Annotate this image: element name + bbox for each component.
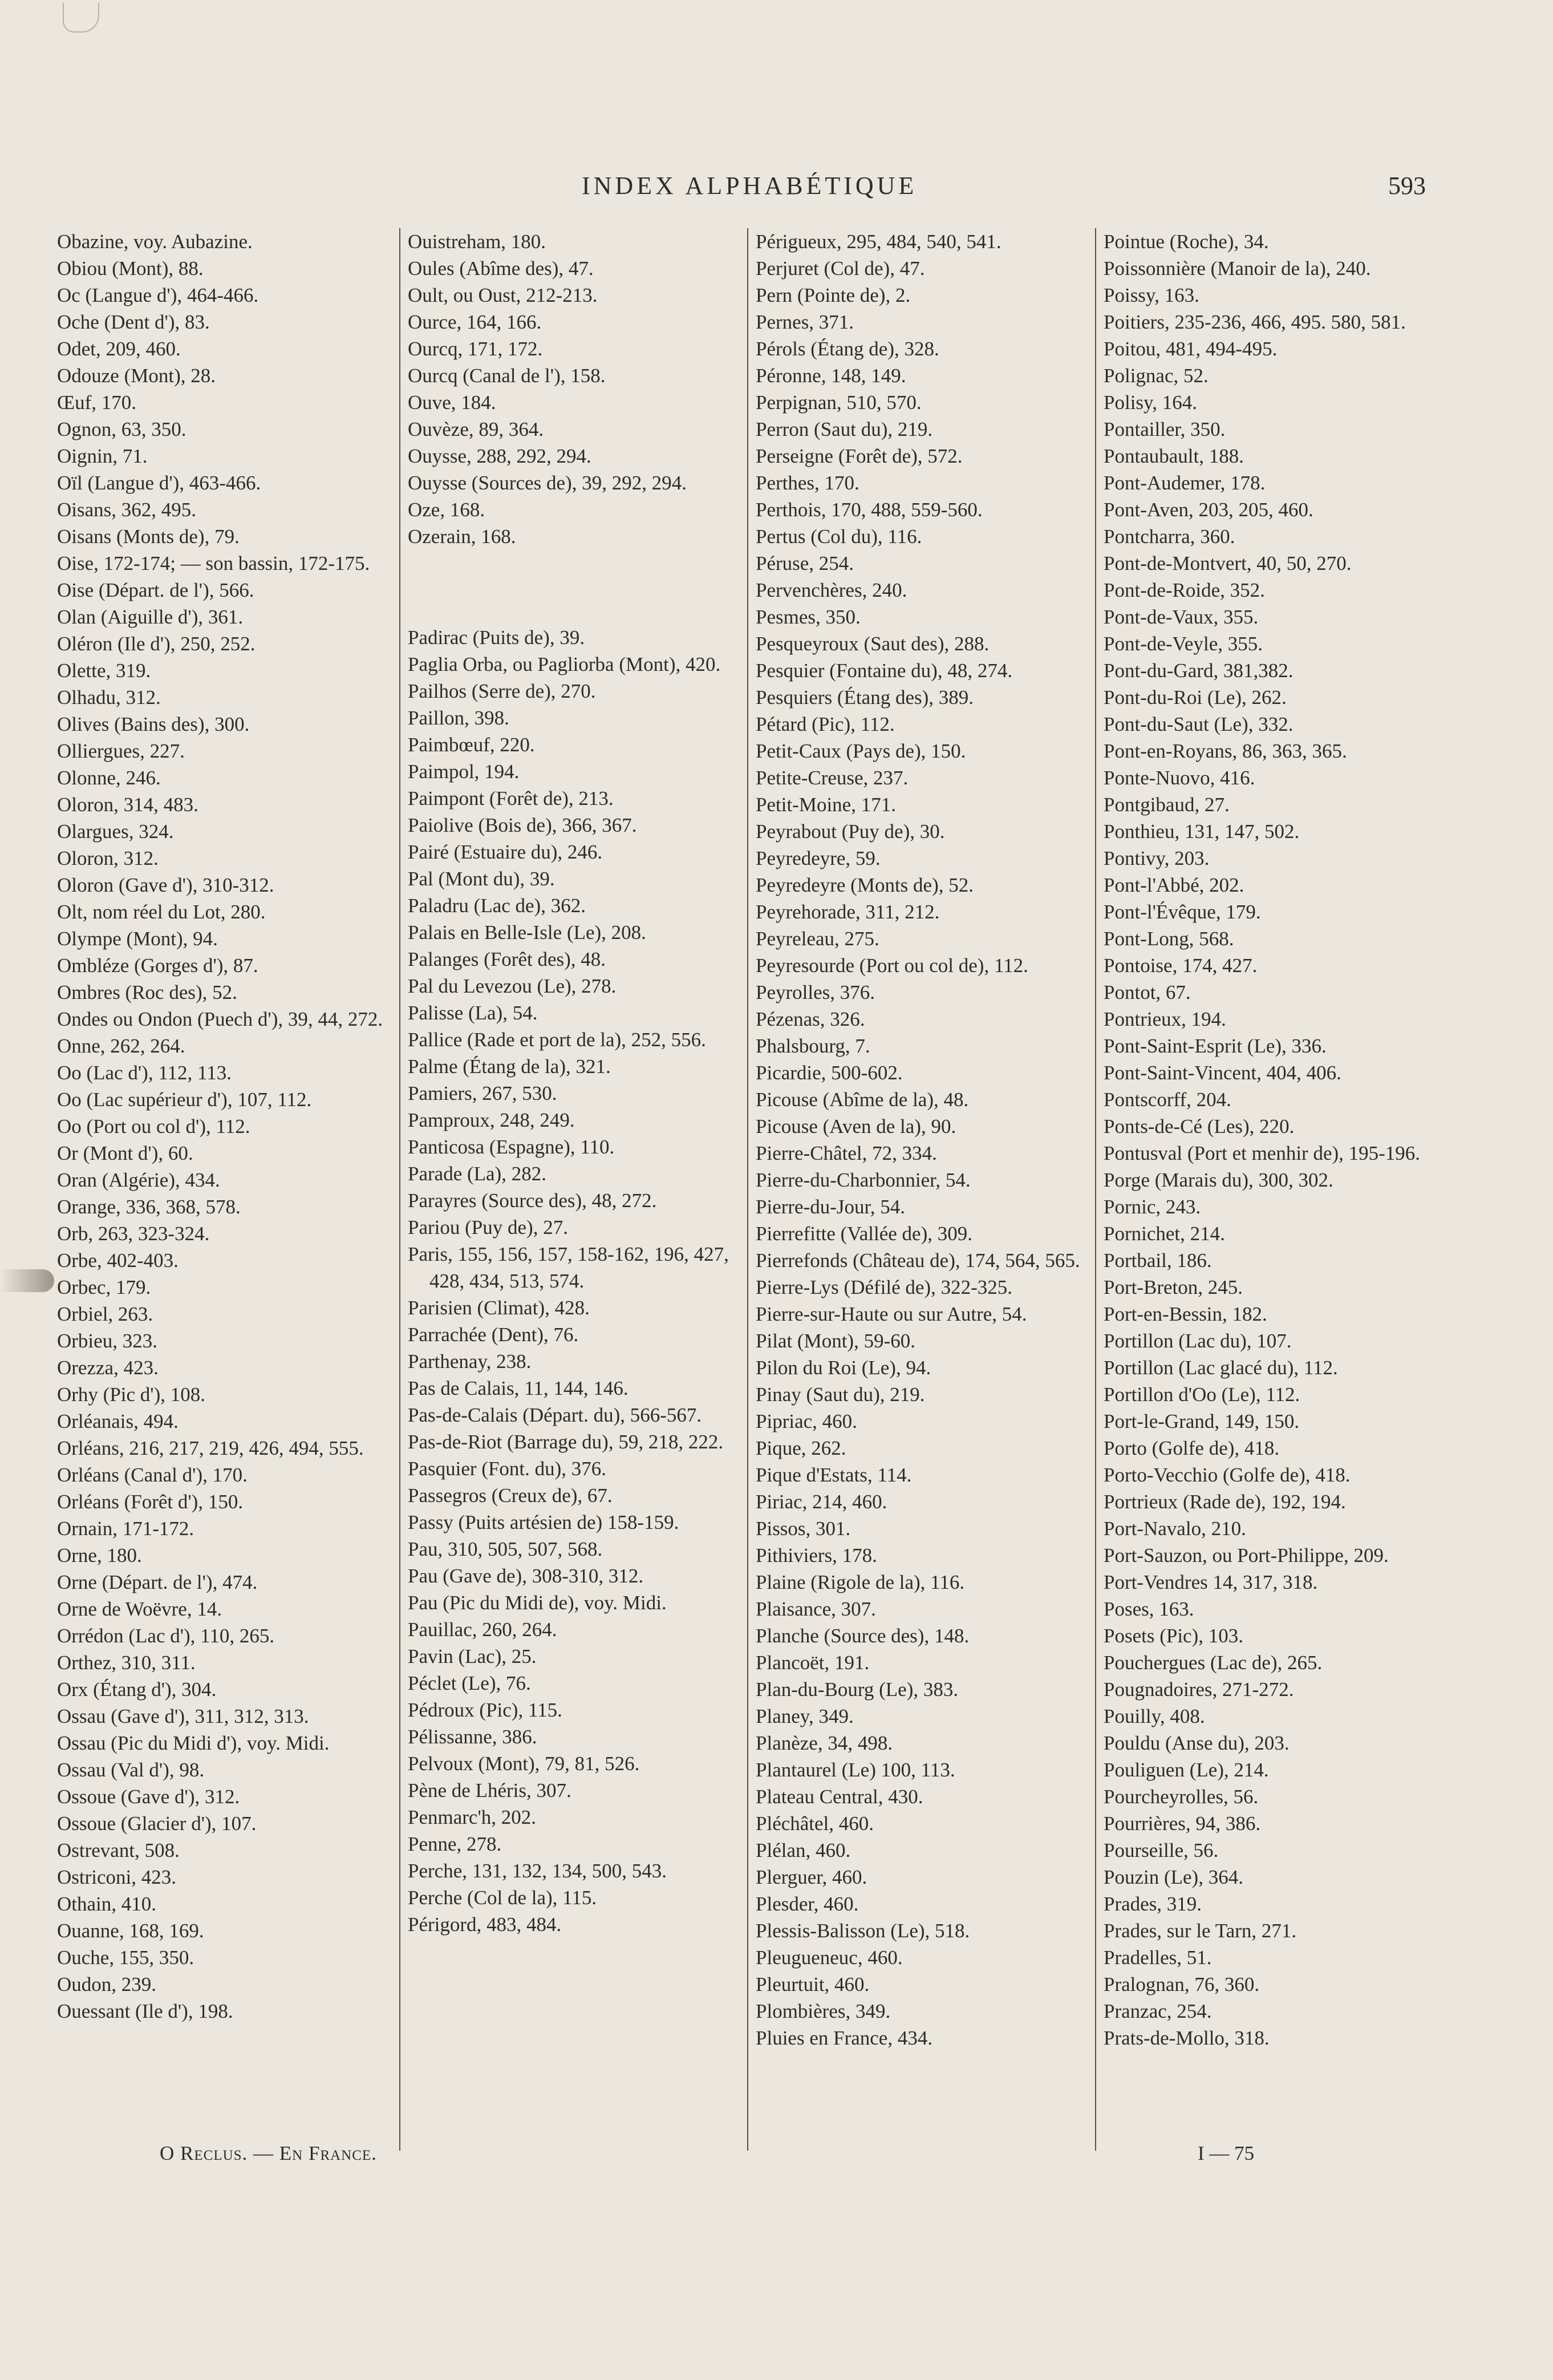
index-entry: Perche, 131, 132, 134, 500, 543. [408, 1860, 667, 1882]
index-entry: Pléchâtel, 460. [756, 1812, 874, 1835]
index-entry: Pont-Long, 568. [1104, 928, 1234, 950]
index-entry: Pont-du-Gard, 381,382. [1104, 659, 1294, 682]
index-entry: Pont-de-Vaux, 355. [1104, 606, 1259, 628]
index-entry: Ossoue (Glacier d'), 107. [57, 1812, 257, 1835]
index-entry: Plan-du-Bourg (Le), 383. [756, 1678, 959, 1701]
index-entry: Plessis-Balisson (Le), 518. [756, 1920, 970, 1942]
index-entry: Pouzin (Le), 364. [1104, 1866, 1243, 1888]
index-entry: Pilat (Mont), 59-60. [756, 1330, 915, 1352]
index-entry: Plesder, 460. [756, 1893, 859, 1915]
index-entry: Oléron (Ile d'), 250, 252. [57, 633, 256, 655]
index-entry: Pézenas, 326. [756, 1008, 865, 1030]
page-number: 593 [1388, 172, 1426, 200]
index-entry: Paimpont (Forêt de), 213. [408, 787, 614, 809]
signature-mark: I — 75 [1198, 2142, 1255, 2164]
running-title: INDEX ALPHABÉTIQUE [582, 172, 918, 200]
index-entry: Oo (Lac d'), 112, 113. [57, 1062, 232, 1084]
index-entry: Oo (Port ou col d'), 112. [57, 1115, 250, 1138]
index-entry: Pont-de-Montvert, 40, 50, 270. [1104, 552, 1352, 574]
footer-credit: O Reclus. — En France. [160, 2142, 377, 2164]
index-entry: Ornain, 171-172. [57, 1517, 194, 1540]
page-header [57, 171, 1426, 205]
index-entry: Pontrieux, 194. [1104, 1008, 1226, 1030]
index-entry: Pradelles, 51. [1104, 1946, 1212, 1969]
page-corner-stain [63, 3, 99, 33]
index-entry: Picouse (Aven de la), 90. [756, 1115, 956, 1138]
index-entry: Parrachée (Dent), 76. [408, 1323, 579, 1346]
index-entry: Pédroux (Pic), 115. [408, 1699, 562, 1721]
index-entry: Ouche, 155, 350. [57, 1946, 194, 1969]
index-entry: Pierrefonds (Château de), 174, 564, 565. [756, 1249, 1080, 1272]
index-entry: Pas-de-Riot (Barrage du), 59, 218, 222. [408, 1431, 724, 1453]
index-entry: Palisse (La), 54. [408, 1002, 538, 1024]
index-entry: Pont-du-Roi (Le), 262. [1104, 686, 1287, 709]
index-entry: Peyreleau, 275. [756, 928, 879, 950]
index-entry: Pontcharra, 360. [1104, 525, 1235, 548]
index-entry: Pont-en-Royans, 86, 363, 365. [1104, 740, 1347, 762]
index-entry: Ouistreham, 180. [408, 230, 546, 253]
index-entry: Plaine (Rigole de la), 116. [756, 1571, 965, 1593]
index-entry: Pontot, 67. [1104, 981, 1191, 1003]
index-entry: Portillon d'Oo (Le), 112. [1104, 1383, 1300, 1406]
index-entry: Poitiers, 235-236, 466, 495. 580, 581. [1104, 311, 1406, 333]
index-entry: Orezza, 423. [57, 1357, 159, 1379]
index-entry: Passegros (Creux de), 67. [408, 1484, 613, 1507]
index-entry: Pervenchères, 240. [756, 579, 907, 601]
index-entry: Oudon, 239. [57, 1973, 157, 1996]
index-entry: Pontivy, 203. [1104, 847, 1210, 869]
index-entry: Pont-l'Abbé, 202. [1104, 874, 1244, 896]
index-entry: Polisy, 164. [1104, 391, 1198, 414]
column-divider [399, 228, 400, 2151]
page-footer [57, 2142, 1437, 2176]
index-entry: Pal du Levezou (Le), 278. [408, 975, 617, 997]
index-entry: Ombres (Roc des), 52. [57, 981, 237, 1003]
index-entry: Pernes, 371. [756, 311, 854, 333]
index-entry: Périgord, 483, 484. [408, 1913, 562, 1936]
index-columns [57, 228, 1437, 2151]
index-entry: Ognon, 63, 350. [57, 418, 186, 440]
index-entry: Oult, ou Oust, 212-213. [408, 284, 598, 306]
index-entry: Œuf, 170. [57, 391, 137, 414]
index-entry: Prats-de-Mollo, 318. [1104, 2027, 1270, 2049]
index-entry: Ouvèze, 89, 364. [408, 418, 544, 440]
index-entry: Pilon du Roi (Le), 94. [756, 1357, 931, 1379]
index-entry: Parade (La), 282. [408, 1163, 546, 1185]
index-entry: Pesqueyroux (Saut des), 288. [756, 633, 990, 655]
index-entry: Plantaurel (Le) 100, 113. [756, 1759, 955, 1781]
index-entry: Pallice (Rade et port de la), 252, 556. [408, 1029, 706, 1051]
index-entry: Or (Mont d'), 60. [57, 1142, 193, 1164]
index-entry: Ouessant (Ile d'), 198. [57, 2000, 233, 2022]
index-entry: Pinay (Saut du), 219. [756, 1383, 925, 1406]
index-entry: Oloron, 312. [57, 847, 159, 869]
index-entry: Obiou (Mont), 88. [57, 257, 204, 280]
index-entry: Perthes, 170. [756, 472, 859, 494]
index-entry: Passy (Puits artésien de) 158-159. [408, 1511, 679, 1533]
index-entry: Pranzac, 254. [1104, 2000, 1212, 2022]
index-entry: Olonne, 246. [57, 767, 161, 789]
index-entry: Orne (Départ. de l'), 474. [57, 1571, 258, 1593]
index-entry: Pal (Mont du), 39. [408, 868, 555, 890]
index-entry: Pornic, 243. [1104, 1196, 1201, 1218]
index-entry: Olt, nom réel du Lot, 280. [57, 901, 266, 923]
index-entry: Perseigne (Forêt de), 572. [756, 445, 963, 467]
index-entry: Pont-Saint-Esprit (Le), 336. [1104, 1035, 1327, 1057]
index-entry: Pouldu (Anse du), 203. [1104, 1732, 1290, 1754]
index-entry: Pont-l'Évêque, 179. [1104, 901, 1261, 923]
index-entry: Olargues, 324. [57, 820, 174, 843]
index-entry: Pontscorff, 204. [1104, 1088, 1231, 1111]
index-entry: Pontailler, 350. [1104, 418, 1226, 440]
index-entry: Oise, 172-174; — son bassin, 172-175. [57, 552, 370, 574]
index-entry: Pelvoux (Mont), 79, 81, 526. [408, 1752, 640, 1775]
index-entry: Penne, 278. [408, 1833, 502, 1855]
index-entry: Pailhos (Serre de), 270. [408, 680, 596, 702]
index-entry: Pontoise, 174, 427. [1104, 954, 1258, 977]
index-entry: Petit-Moine, 171. [756, 794, 896, 816]
index-entry: Pas de Calais, 11, 144, 146. [408, 1377, 629, 1399]
index-entry: Port-en-Bessin, 182. [1104, 1303, 1267, 1325]
index-entry: Pertus (Col du), 116. [756, 525, 922, 548]
index-entry: Petit-Caux (Pays de), 150. [756, 740, 966, 762]
index-entry: Portrieux (Rade de), 192, 194. [1104, 1491, 1346, 1513]
index-entry: Orb, 263, 323-324. [57, 1223, 210, 1245]
index-entry: Oules (Abîme des), 47. [408, 257, 594, 280]
index-entry: Oran (Algérie), 434. [57, 1169, 220, 1191]
index-entry: Parisien (Climat), 428. [408, 1297, 590, 1319]
index-entry: Pène de Lhéris, 307. [408, 1779, 571, 1802]
index-entry: Pourseille, 56. [1104, 1839, 1219, 1861]
index-entry: Petite-Creuse, 237. [756, 767, 909, 789]
index-entry: Poissy, 163. [1104, 284, 1199, 306]
index-entry: Oisans (Monts de), 79. [57, 525, 240, 548]
index-entry: Penmarc'h, 202. [408, 1806, 537, 1828]
index-entry: Olette, 319. [57, 659, 151, 682]
index-entry: Orbec, 179. [57, 1276, 151, 1298]
index-entry: Poses, 163. [1104, 1598, 1194, 1620]
index-entry: Plélan, 460. [756, 1839, 851, 1861]
index-entry: Perron (Saut du), 219. [756, 418, 933, 440]
index-entry: Péronne, 148, 149. [756, 365, 906, 387]
column-divider [1095, 228, 1096, 2151]
index-entry: Oche (Dent d'), 83. [57, 311, 210, 333]
index-entry: Peyredeyre, 59. [756, 847, 881, 869]
index-entry: Pamiers, 267, 530. [408, 1082, 557, 1104]
index-entry: Orléans (Canal d'), 170. [57, 1464, 248, 1486]
index-entry: Ourcq, 171, 172. [408, 338, 543, 360]
index-entry: Pasquier (Font. du), 376. [408, 1458, 607, 1480]
index-entry: Phalsbourg, 7. [756, 1035, 870, 1057]
index-entry: Olan (Aiguille d'), 361. [57, 606, 244, 628]
index-entry: Pontusval (Port et menhir de), 195-196. [1104, 1142, 1421, 1164]
index-entry: Pralognan, 76, 360. [1104, 1973, 1260, 1996]
index-entry: Orne, 180. [57, 1544, 142, 1567]
index-entry: Olliergues, 227. [57, 740, 185, 762]
index-entry: Port-Sauzon, ou Port-Philippe, 209. [1104, 1544, 1389, 1567]
index-entry: Perjuret (Col de), 47. [756, 257, 925, 280]
index-entry: Orne de Woëvre, 14. [57, 1598, 222, 1620]
index-entry: Padirac (Puits de), 39. [408, 626, 585, 649]
index-entry: Pesquiers (Étang des), 389. [756, 686, 974, 709]
index-entry: Parthenay, 238. [408, 1350, 532, 1373]
index-entry: Pourrières, 94, 386. [1104, 1812, 1261, 1835]
index-entry: Ouysse, 288, 292, 294. [408, 445, 591, 467]
index-entry: Orbieu, 323. [57, 1330, 157, 1352]
index-entry: Oise (Départ. de l'), 566. [57, 579, 254, 601]
index-entry: Panticosa (Espagne), 110. [408, 1136, 615, 1158]
index-entry: Obazine, voy. Aubazine. [57, 230, 253, 253]
index-entry: Ossau (Pic du Midi d'), voy. Midi. [57, 1732, 330, 1754]
index-entry: Orléanais, 494. [57, 1410, 179, 1432]
index-entry: Perpignan, 510, 570. [756, 391, 922, 414]
section-gap [408, 550, 744, 624]
index-entry: Prades, sur le Tarn, 271. [1104, 1920, 1297, 1942]
index-entry: Oc (Langue d'), 464-466. [57, 284, 259, 306]
index-entry: Ossau (Gave d'), 311, 312, 313. [57, 1705, 309, 1727]
index-entry: Orléans (Forêt d'), 150. [57, 1491, 244, 1513]
index-entry: Pointue (Roche), 34. [1104, 230, 1269, 253]
index-entry: Pavin (Lac), 25. [408, 1645, 537, 1667]
index-entry: Palais en Belle-Isle (Le), 208. [408, 921, 646, 944]
index-entry: Olympe (Mont), 94. [57, 928, 218, 950]
index-entry: Poissonnière (Manoir de la), 240. [1104, 257, 1371, 280]
index-entry: Prades, 319. [1104, 1893, 1202, 1915]
index-entry: Picardie, 500-602. [756, 1062, 903, 1084]
index-entry: Pierre-Châtel, 72, 334. [756, 1142, 937, 1164]
index-entry: Ostrevant, 508. [57, 1839, 180, 1861]
index-entry: Pesquier (Fontaine du), 48, 274. [756, 659, 1013, 682]
column-divider [747, 228, 748, 2151]
index-entry: Pau (Gave de), 308-310, 312. [408, 1565, 644, 1587]
index-entry: Pau (Pic du Midi de), voy. Midi. [408, 1592, 667, 1614]
index-entry: Othain, 410. [57, 1893, 157, 1915]
index-entry: Paglia Orba, ou Pagliorba (Mont), 420. [408, 653, 721, 675]
index-entry: Ponthieu, 131, 147, 502. [1104, 820, 1300, 843]
index-entry: Poitou, 481, 494-495. [1104, 338, 1278, 360]
index-entry: Paiolive (Bois de), 366, 367. [408, 814, 637, 836]
index-entry: Pairé (Estuaire du), 246. [408, 841, 603, 863]
index-entry: Picouse (Abîme de la), 48. [756, 1088, 969, 1111]
index-entry: Onne, 262, 264. [57, 1035, 185, 1057]
index-entry: Pierre-Lys (Défilé de), 322-325. [756, 1276, 1012, 1298]
index-entry: Oïl (Langue d'), 463-466. [57, 472, 261, 494]
index-entry: Planèze, 34, 498. [756, 1732, 893, 1754]
index-entry: Paimbœuf, 220. [408, 734, 535, 756]
index-entry: Olhadu, 312. [57, 686, 161, 709]
index-column-3 [756, 228, 1092, 2151]
index-entry: Peyrehorade, 311, 212. [756, 901, 940, 923]
index-entry: Pipriac, 460. [756, 1410, 857, 1432]
index-entry: Oloron, 314, 483. [57, 794, 198, 816]
index-entry: Parayres (Source des), 48, 272. [408, 1189, 657, 1212]
index-entry: Ondes ou Ondon (Puech d'), 39, 44, 272. [57, 1008, 383, 1030]
index-entry: Pleurtuit, 460. [756, 1973, 870, 1996]
index-entry: Pesmes, 350. [756, 606, 861, 628]
index-entry: Plateau Central, 430. [756, 1786, 923, 1808]
index-entry: Pique d'Estats, 114. [756, 1464, 912, 1486]
index-entry: Orbe, 402-403. [57, 1249, 179, 1272]
index-entry: Ourcq (Canal de l'), 158. [408, 365, 606, 387]
index-entry: Pont-Saint-Vincent, 404, 406. [1104, 1062, 1341, 1084]
index-entry: Pern (Pointe de), 2. [756, 284, 911, 306]
index-entry: Port-le-Grand, 149, 150. [1104, 1410, 1300, 1432]
index-entry: Pouliguen (Le), 214. [1104, 1759, 1269, 1781]
index-entry: Pontaubault, 188. [1104, 445, 1244, 467]
index-entry: Olives (Bains des), 300. [57, 713, 250, 735]
index-entry: Posets (Pic), 103. [1104, 1625, 1243, 1647]
index-entry: Orhy (Pic d'), 108. [57, 1383, 206, 1406]
index-column-2 [408, 228, 744, 2151]
index-entry: Pétard (Pic), 112. [756, 713, 895, 735]
index-entry: Portillon (Lac du), 107. [1104, 1330, 1292, 1352]
index-entry: Porto (Golfe de), 418. [1104, 1437, 1280, 1459]
index-entry: Pont-de-Veyle, 355. [1104, 633, 1263, 655]
index-entry: Pau, 310, 505, 507, 568. [408, 1538, 603, 1560]
index-entry: Peyresourde (Port ou col de), 112. [756, 954, 1028, 977]
index-entry: Odet, 209, 460. [57, 338, 181, 360]
index-entry: Paris, 155, 156, 157, 158-162, 196, 427, 428, 434, 513, 574. [408, 1243, 729, 1292]
index-entry: Porto-Vecchio (Golfe de), 418. [1104, 1464, 1351, 1486]
index-entry: Ozerain, 168. [408, 525, 516, 548]
index-entry: Polignac, 52. [1104, 365, 1209, 387]
index-entry: Portbail, 186. [1104, 1249, 1212, 1272]
index-entry: Péruse, 254. [756, 552, 854, 574]
index-entry: Oo (Lac supérieur d'), 107, 112. [57, 1088, 312, 1111]
index-entry: Ouve, 184. [408, 391, 496, 414]
index-entry: Pélissanne, 386. [408, 1726, 537, 1748]
index-entry: Pierre-du-Charbonnier, 54. [756, 1169, 971, 1191]
index-entry: Pornichet, 214. [1104, 1223, 1225, 1245]
index-entry: Ouysse (Sources de), 39, 292, 294. [408, 472, 687, 494]
index-entry: Ossau (Val d'), 98. [57, 1759, 205, 1781]
index-entry: Peyrolles, 376. [756, 981, 875, 1003]
index-column-1 [57, 228, 391, 2151]
index-entry: Perche (Col de la), 115. [408, 1887, 597, 1909]
index-entry: Paillon, 398. [408, 707, 509, 729]
index-entry: Pierre-sur-Haute ou sur Autre, 54. [756, 1303, 1027, 1325]
index-entry: Pont-Audemer, 178. [1104, 472, 1266, 494]
index-entry: Pérols (Étang de), 328. [756, 338, 939, 360]
index-entry: Piriac, 214, 460. [756, 1491, 887, 1513]
index-entry: Port-Navalo, 210. [1104, 1517, 1246, 1540]
index-entry: Pique, 262. [756, 1437, 846, 1459]
index-entry: Oloron (Gave d'), 310-312. [57, 874, 274, 896]
index-entry: Orange, 336, 368, 578. [57, 1196, 241, 1218]
index-entry: Orléans, 216, 217, 219, 426, 494, 555. [57, 1437, 364, 1459]
index-entry: Pas-de-Calais (Départ. du), 566-567. [408, 1404, 702, 1426]
index-entry: Palme (Étang de la), 321. [408, 1055, 611, 1078]
index-entry: Pariou (Puy de), 27. [408, 1216, 568, 1238]
index-entry: Pont-de-Roide, 352. [1104, 579, 1265, 601]
index-entry: Perthois, 170, 488, 559-560. [756, 499, 983, 521]
index-entry: Orrédon (Lac d'), 110, 265. [57, 1625, 275, 1647]
index-entry: Plerguer, 460. [756, 1866, 867, 1888]
index-entry: Port-Breton, 245. [1104, 1276, 1243, 1298]
index-entry: Paimpol, 194. [408, 760, 520, 783]
index-entry: Pissos, 301. [756, 1517, 851, 1540]
index-entry: Pauillac, 260, 264. [408, 1618, 557, 1641]
index-entry: Odouze (Mont), 28. [57, 365, 216, 387]
index-entry: Orthez, 310, 311. [57, 1652, 196, 1674]
index-entry: Ource, 164, 166. [408, 311, 542, 333]
index-entry: Pithiviers, 178. [756, 1544, 877, 1567]
index-entry: Ossoue (Gave d'), 312. [57, 1786, 240, 1808]
index-entry: Plombières, 349. [756, 2000, 891, 2022]
index-entry: Pouilly, 408. [1104, 1705, 1205, 1727]
index-entry: Pougnadoires, 271-272. [1104, 1678, 1294, 1701]
index-entry: Pluies en France, 434. [756, 2027, 933, 2049]
index-column-4 [1104, 228, 1437, 2151]
index-entry: Portillon (Lac glacé du), 112. [1104, 1357, 1338, 1379]
index-entry: Port-Vendres 14, 317, 318. [1104, 1571, 1318, 1593]
index-entry: Pierrefitte (Vallée de), 309. [756, 1223, 972, 1245]
index-entry: Ouanne, 168, 169. [57, 1920, 204, 1942]
index-entry: Pouchergues (Lac de), 265. [1104, 1652, 1323, 1674]
index-entry: Oisans, 362, 495. [57, 499, 197, 521]
index-entry: Orx (Étang d'), 304. [57, 1678, 217, 1701]
index-entry: Pont-Aven, 203, 205, 460. [1104, 499, 1313, 521]
index-entry: Palanges (Forêt des), 48. [408, 948, 606, 970]
index-entry: Pleugueneuc, 460. [756, 1946, 903, 1969]
index-entry: Oignin, 71. [57, 445, 148, 467]
index-entry: Planey, 349. [756, 1705, 854, 1727]
index-entry: Planche (Source des), 148. [756, 1625, 970, 1647]
index-entry: Péclet (Le), 76. [408, 1672, 531, 1694]
index-entry: Ponte-Nuovo, 416. [1104, 767, 1255, 789]
index-entry: Pontgibaud, 27. [1104, 794, 1230, 816]
index-entry: Périgueux, 295, 484, 540, 541. [756, 230, 1001, 253]
index-entry: Ostriconi, 423. [57, 1866, 177, 1888]
index-entry: Plaisance, 307. [756, 1598, 876, 1620]
index-entry: Ponts-de-Cé (Les), 220. [1104, 1115, 1295, 1138]
index-entry: Pamproux, 248, 249. [408, 1109, 575, 1131]
index-entry: Pierre-du-Jour, 54. [756, 1196, 906, 1218]
index-entry: Pourcheyrolles, 56. [1104, 1786, 1259, 1808]
index-entry: Porge (Marais du), 300, 302. [1104, 1169, 1333, 1191]
index-entry: Peyrabout (Puy de), 30. [756, 820, 945, 843]
index-entry: Paladru (Lac de), 362. [408, 894, 586, 917]
index-entry: Plancoët, 191. [756, 1652, 870, 1674]
index-entry: Pont-du-Saut (Le), 332. [1104, 713, 1294, 735]
scan-thumb-shadow [0, 1269, 54, 1292]
index-entry: Peyredeyre (Monts de), 52. [756, 874, 974, 896]
index-entry: Oze, 168. [408, 499, 485, 521]
index-entry: Orbiel, 263. [57, 1303, 153, 1325]
index-entry: Ombléze (Gorges d'), 87. [57, 954, 258, 977]
